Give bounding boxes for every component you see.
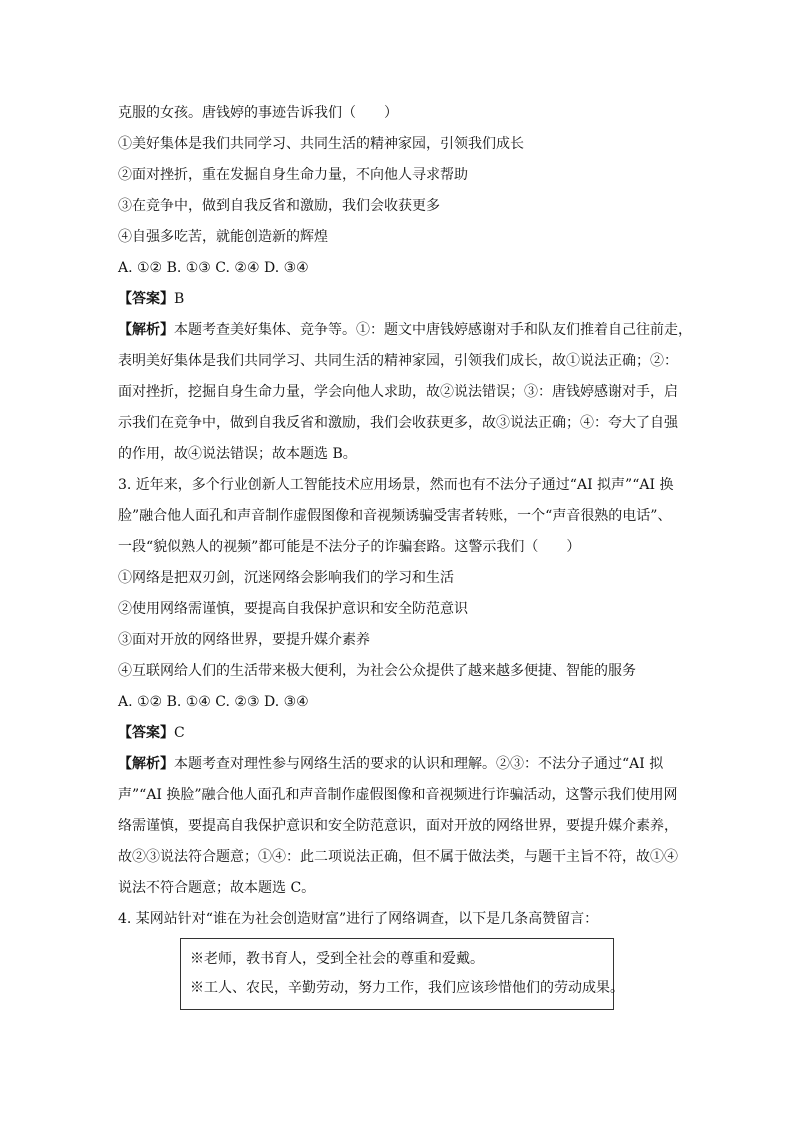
q2-analysis <box>118 315 692 470</box>
q4-quote-1: ※老师，教书育人，受到全社会的尊重和爱戴。 <box>190 951 484 967</box>
q2-option-2: ②面对挫折，重在发掘自身生命力量，不向他人寻求帮助 <box>118 167 468 183</box>
q2-analysis-line: 表明美好集体是我们共同学习、共同生活的精神家园，引领我们成长，故①说法正确；②： <box>118 353 678 369</box>
q3-answer-tag: 【答案】 <box>118 725 174 741</box>
q3-stem-line: 一段“貌似熟人的视频”都可能是不法分子的诈骗套路。这警示我们（ ） <box>118 539 581 555</box>
q3-stem-line: 3. 近年来，多个行业创新人工智能技术应用场景，然而也有不法分子通过“AI 拟声”“AI 换 <box>118 477 674 493</box>
q2-analysis-tag: 【解析】 <box>118 322 174 338</box>
q3-analysis-line: 本题考查对理性参与网络生活的要求的认识和理解。②③：不法分子通过“AI 拟 <box>174 756 664 772</box>
q4-quote-box <box>180 938 624 1010</box>
q2-answer <box>118 284 688 315</box>
document-page <box>118 98 692 935</box>
q3-stem-line: 脸”融合他人面孔和声音制作虚假图像和音视频诱骗受害者转账，一个“声音很熟的电话”、 <box>118 508 672 524</box>
q3-analysis-line: 故②③说法符合题意；①④：此二项说法正确，但不属于做法类，与题干主旨不符，故①④ <box>118 849 678 865</box>
q3-analysis-line: 声”“AI 换脸”融合他人面孔和声音制作虚假图像和音视频进行诈骗活动，这警示我们使用网 <box>118 787 678 803</box>
q2-analysis-line: 示我们在竞争中，做到自我反省和激励，我们会收获更多，故③说法正确；④：夸大了自强 <box>118 415 678 431</box>
q3-answer <box>118 718 688 749</box>
q3-analysis <box>118 749 688 904</box>
q2-option-4: ④自强多吃苦，就能创造新的辉煌 <box>118 229 328 245</box>
q2-option-1: ①美好集体是我们共同学习、共同生活的精神家园，引领我们成长 <box>118 136 524 152</box>
q3-answer-value: C <box>174 725 185 741</box>
q3-option-3: ③面对开放的网络世界，要提升媒介素养 <box>118 632 370 648</box>
q2-analysis-line: 面对挫折，挖掘自身生命力量，学会向他人求助，故②说法错误；③：唐钱婷感谢对手，启 <box>118 384 678 400</box>
q2-analysis-line: 本题考查美好集体、竞争等。①：题文中唐钱婷感谢对手和队友们推着自己往前走， <box>174 322 692 338</box>
q2-stem-end: 克服的女孩。唐钱婷的事迹告诉我们（ ） <box>118 105 398 121</box>
q3-option-4: ④互联网给人们的生活带来极大便利，为社会公众提供了越来越多便捷、智能的服务 <box>118 663 636 679</box>
q4-quote-2: ※工人、农民，辛勤劳动，努力工作，我们应该珍惜他们的劳动成果。 <box>190 980 624 996</box>
q3-option-2: ②使用网络需谨慎，要提高自我保护意识和安全防范意识 <box>118 601 468 617</box>
q4-stem: 4. 某网站针对“谁在为社会创造财富”进行了网络调查，以下是几条高赞留言： <box>118 911 599 927</box>
q3-analysis-line: 络需谨慎，要提高自我保护意识和安全防范意识，面对开放的网络世界，要提升媒介素养， <box>118 818 678 834</box>
q2-choices: A. ①② B. ①③ C. ②④ D. ③④ <box>118 260 309 276</box>
q2-answer-tag: 【答案】 <box>118 291 174 307</box>
q2-option-3: ③在竞争中，做到自我反省和激励，我们会收获更多 <box>118 198 440 214</box>
q3-option-1: ①网络是把双刃剑，沉迷网络会影响我们的学习和生活 <box>118 570 454 586</box>
q3-choices: A. ①② B. ①④ C. ②③ D. ③④ <box>118 694 309 710</box>
q2-answer-value: B <box>174 291 185 307</box>
q3-analysis-tag: 【解析】 <box>118 756 174 772</box>
q2-analysis-line: 的作用，故④说法错误；故本题选 B。 <box>118 446 357 462</box>
q3-analysis-line: 说法不符合题意；故本题选 C。 <box>118 880 316 896</box>
